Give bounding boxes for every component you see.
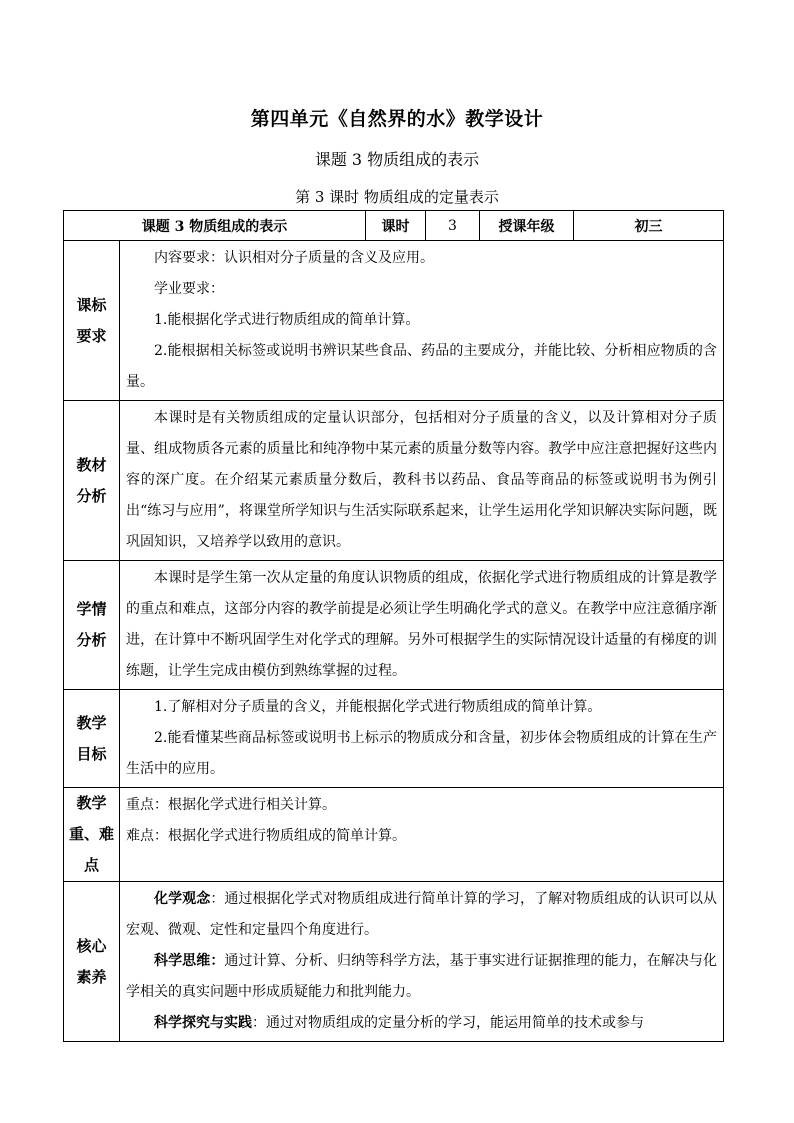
textbook-content — [120, 401, 724, 561]
literacy-text: 通过对物质组成的定量分析的学习，能运用简单的技术或参与 — [266, 1015, 644, 1031]
students-label-line2: 分析 — [76, 631, 107, 649]
standards-row — [64, 241, 724, 401]
standards-label-line1: 课标 — [76, 295, 107, 314]
topic-cell: 课题 3 物质组成的表示 — [64, 211, 366, 241]
goals-label — [64, 690, 120, 788]
literacy-label-line2: 素养 — [76, 967, 107, 986]
header-row — [64, 211, 724, 241]
students-label — [64, 561, 120, 690]
keypoints-label-line2: 重、难 — [68, 825, 114, 843]
grade-label: 授课年级 — [480, 211, 574, 241]
keypoints-label-line3: 点 — [83, 856, 99, 874]
lesson-period: 第 3 课时 物质组成的定量表示 — [295, 188, 499, 206]
literacy-separator: ： — [210, 953, 225, 969]
literacy-heading: 化学观念 — [154, 891, 211, 907]
literacy-content — [120, 882, 724, 1042]
keypoints-content — [120, 788, 724, 882]
literacy-separator: ： — [252, 1015, 266, 1031]
literacy-text: 通过计算、分析、归纳等科学方法，基于事实进行证据推理的能力，在解决与化学相关的真实问题中形成质疑能力和批判能力。 — [126, 953, 718, 1000]
student-analysis-text: 本课时是学生第一次从定量的角度认识物质的组成，依据化学式进行物质组成的计算是教学的重点和难点，这部分内容的教学前提是必须让学生明确化学式的意义。在教学中应注意循序渐进，在计算中不断巩固学生对化学式的理解。另外可根据学生的实际情况设计适量的有梯度的训练题，让学生完成由模仿到熟练掌握的过程。 — [126, 570, 717, 679]
standards-label-line2: 要求 — [76, 326, 107, 345]
literacy-label — [64, 882, 120, 1042]
lesson-topic: 课题 3 物质组成的表示 — [314, 150, 480, 169]
keypoints-label — [64, 788, 120, 882]
document-title: 第四单元《自然界的水》教学设计 — [250, 108, 544, 130]
literacy-row — [64, 882, 724, 1042]
goal-2: 2.能看懂某些商品标签或说明书上标示的物质成分和含量，初步体会物质组成的计算在生产生活中的应用。 — [126, 730, 717, 777]
keypoints-row — [64, 788, 724, 882]
goals-label-line1: 教学 — [76, 713, 107, 732]
goals-row — [64, 690, 724, 788]
difficult-point: 难点：根据化学式进行物质组成的简单计算。 — [126, 828, 406, 844]
lesson-value: 3 — [426, 211, 480, 241]
literacy-label-line1: 核心 — [76, 936, 107, 955]
academic-requirement-heading: 学业要求： — [154, 281, 224, 297]
content-requirement: 内容要求：认识相对分子质量的含义及应用。 — [154, 250, 434, 266]
literacy-chemical-concept — [126, 884, 717, 946]
textbook-analysis-text: 本课时是有关物质组成的定量认识部分，包括相对分子质量的含义，以及计算相对分子质量、组成物质各元素的质量比和纯净物中某元素的质量分数等内容。教学中应注意把握好这些内容的深广度。在介绍某元素质量分数后，教科书以药品、食品等商品的标签或说明书为例引出“练习与应用”，将课堂所学知识与生活实际联系起来，让学生运用化学知识解决实际问题，既巩固知识，又培养学以致用的意识。 — [126, 410, 717, 550]
textbook-label-line2: 分析 — [76, 486, 107, 505]
literacy-heading: 科学探究与实践 — [154, 1015, 252, 1031]
standards-content — [120, 241, 724, 401]
students-row — [64, 561, 724, 690]
goals-content — [120, 690, 724, 788]
textbook-row — [64, 401, 724, 561]
students-label-line1: 学情 — [76, 600, 107, 618]
goals-label-line2: 目标 — [76, 744, 107, 763]
lesson-plan-table — [63, 210, 724, 1042]
students-content — [120, 561, 724, 690]
literacy-heading: 科学思维 — [154, 953, 211, 969]
textbook-label — [64, 401, 120, 561]
lesson-label: 课时 — [366, 211, 426, 241]
key-point: 重点：根据化学式进行相关计算。 — [126, 797, 336, 813]
grade-value: 初三 — [574, 211, 724, 241]
standards-label — [64, 241, 120, 401]
literacy-inquiry-practice — [126, 1008, 717, 1039]
literacy-separator: ： — [210, 891, 225, 907]
textbook-label-line1: 教材 — [76, 455, 107, 474]
literacy-text: 通过根据化学式对物质组成进行简单计算的学习，了解对物质组成的认识可以从宏观、微观、定性和定量四个角度进行。 — [126, 891, 718, 938]
academic-requirement-2: 2.能根据相关标签或说明书辨识某些食品、药品的主要成分，并能比较、分析相应物质的含量。 — [126, 343, 717, 390]
keypoints-label-line1: 教学 — [76, 794, 107, 812]
literacy-scientific-thinking — [126, 946, 717, 1008]
goal-1: 1.了解相对分子质量的含义，并能根据化学式进行物质组成的简单计算。 — [154, 699, 602, 715]
academic-requirement-1: 1.能根据化学式进行物质组成的简单计算。 — [154, 312, 420, 328]
